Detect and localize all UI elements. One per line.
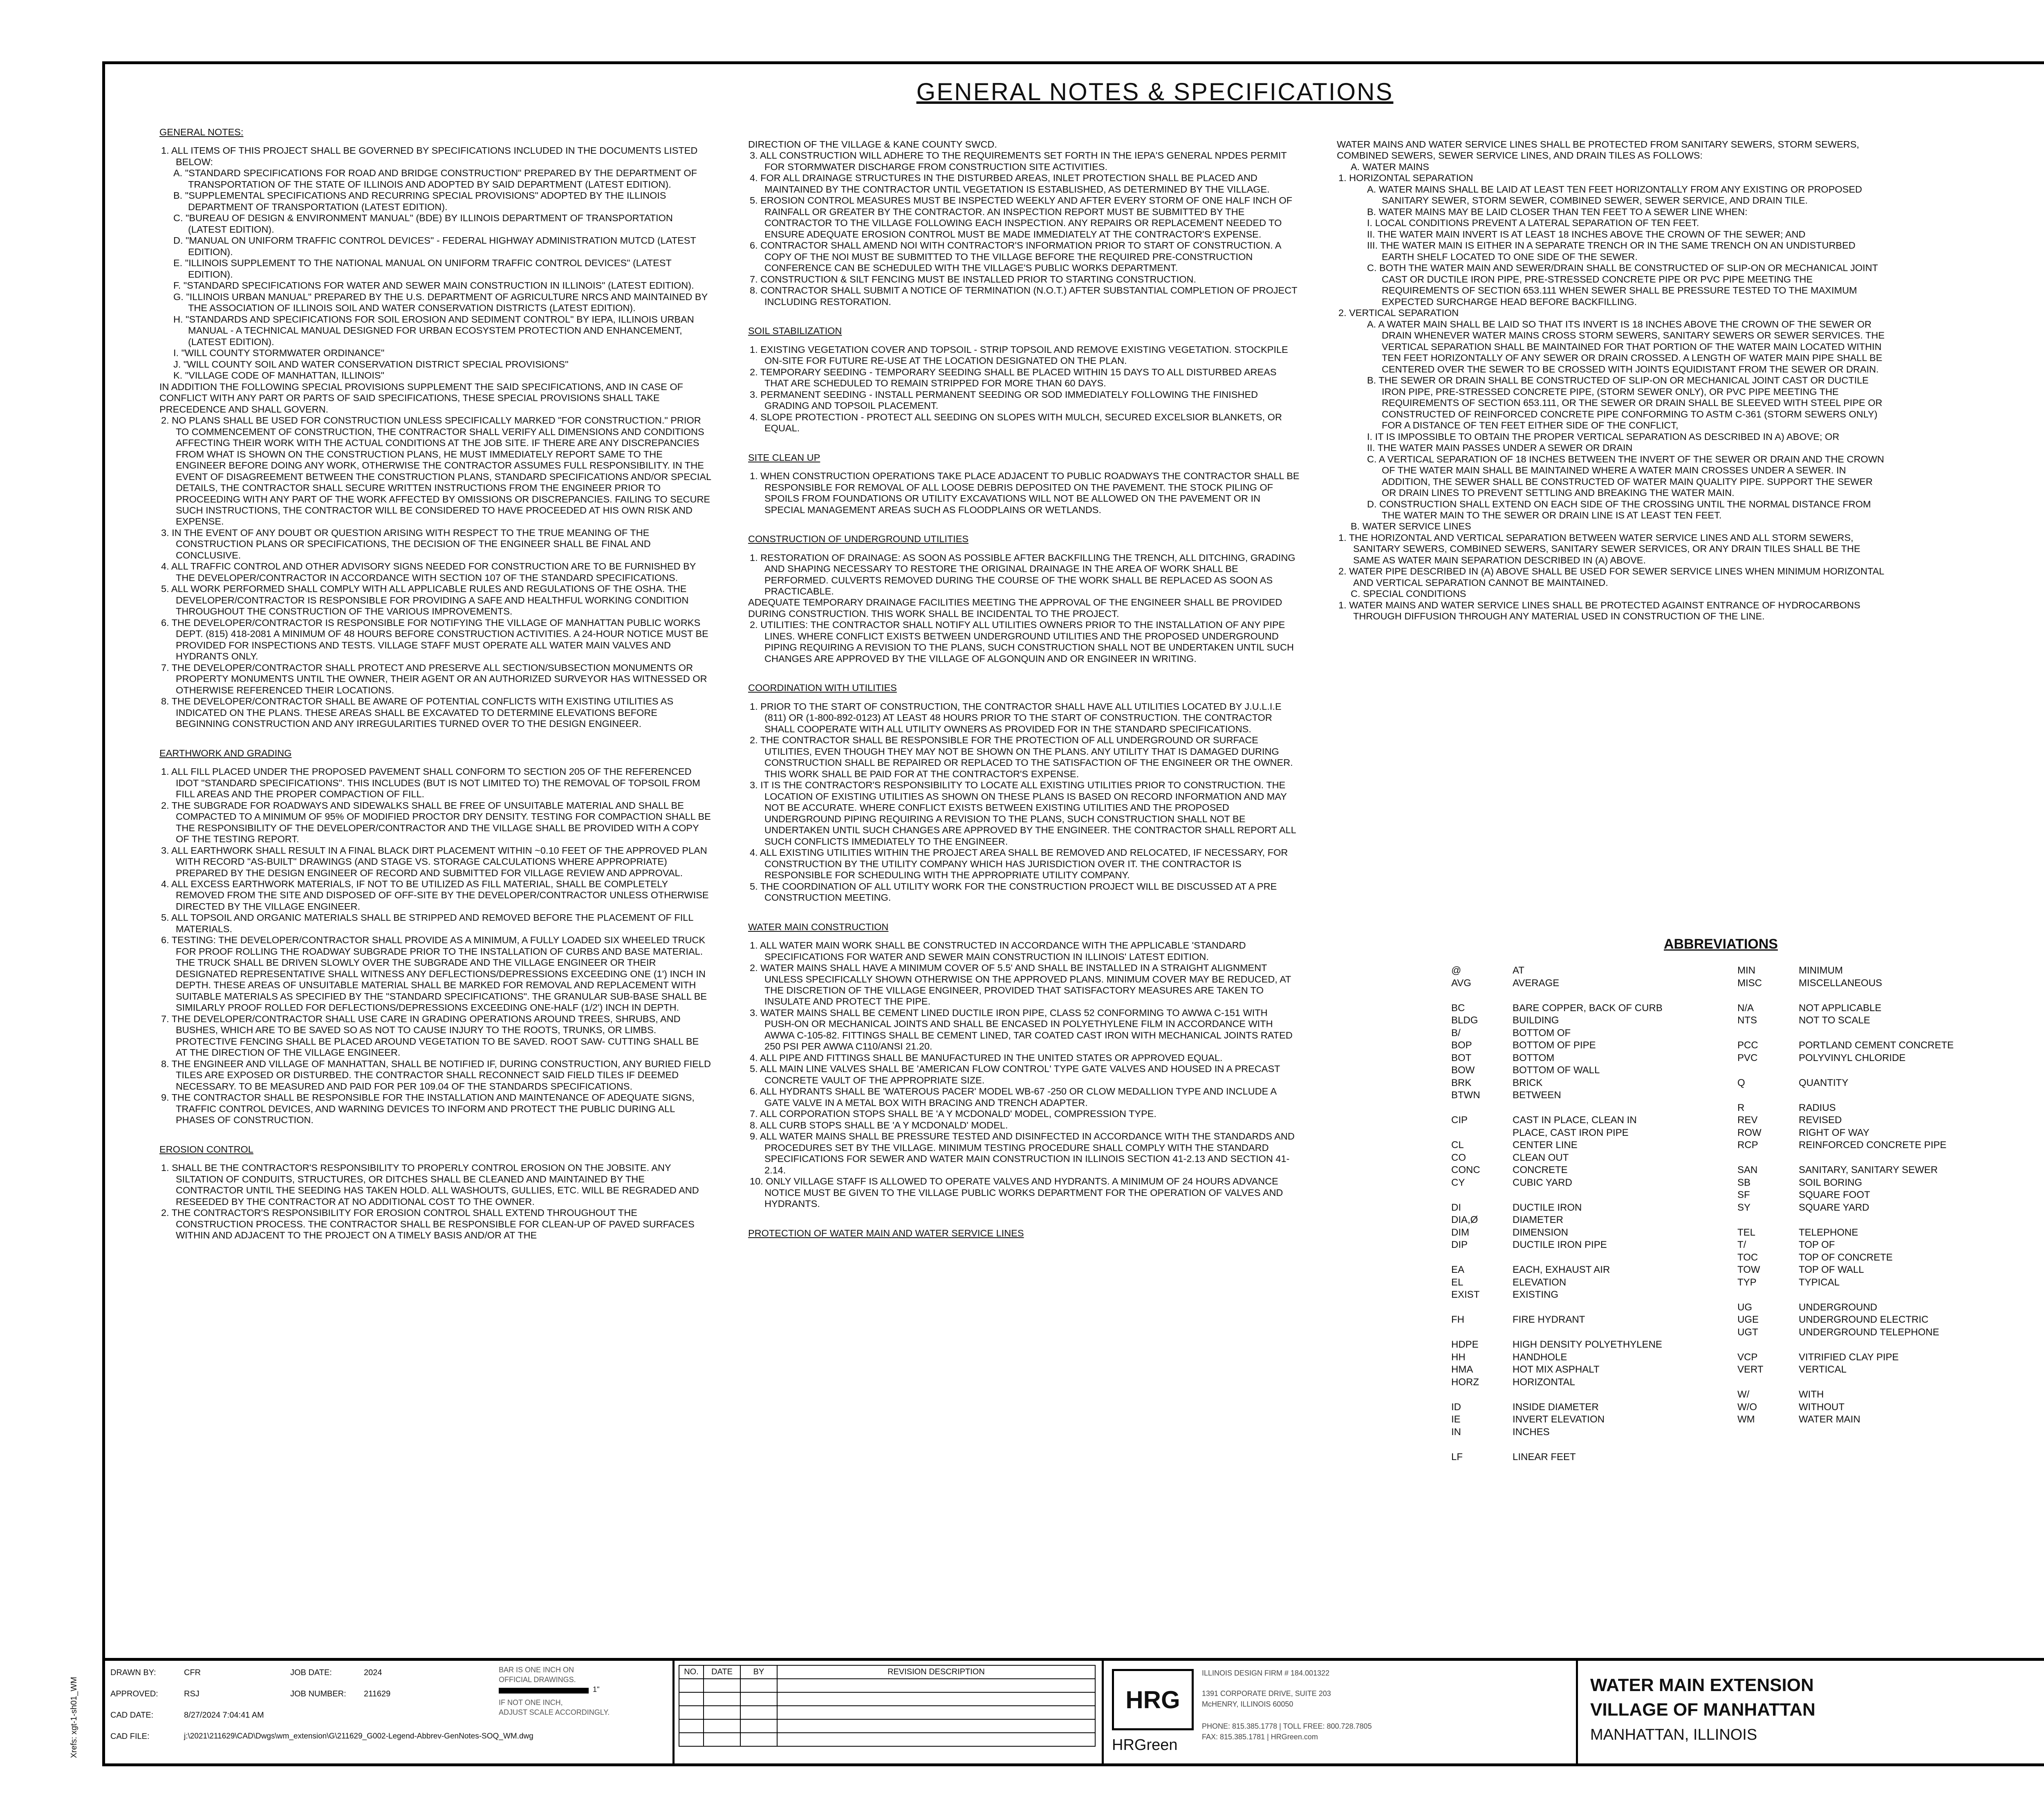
rev-date-header: DATE: [704, 1665, 740, 1679]
abbreviation-code: CIP: [1451, 1115, 1468, 1126]
abbreviation-code: PVC: [1737, 1052, 1758, 1063]
note-item: 8. CONTRACTOR SHALL SUBMIT A NOTICE OF TERMINATION (N.O.T.) AFTER SUBSTANTIAL COMPLETION OF PROJECT INCLUDING RESTORATION.: [750, 285, 1298, 307]
note-item: 1. WHEN CONSTRUCTION OPERATIONS TAKE PLACE ADJACENT TO PUBLIC ROADWAYS THE CONTRACTOR SHALL BE RESPONSIBLE FOR REMOVAL OF ALL LOOSE DEBRIS DEPOSITED ON THE PAVEMENT. THE STOCK PILING OF SPOILS FROM FOUNDATIONS OR UTILITY EXCAVATIONS WILL NOT BE ALLOWED ON THE PAVEMENT OR IN SPECIAL MANAGEMENT AREAS SUCH AS FLOODPLAINS OR WETLANDS.: [750, 471, 1300, 515]
note-item: 1. THE HORIZONTAL AND VERTICAL SEPARATION BETWEEN WATER SERVICE LINES AND ALL STORM SEWERS, SANITARY SEWERS, COMBINED SEWERS, SANITARY SEWER SERVICES, OR ANY DRAIN TILES SHALL BE THE SAME AS WATER MAIN SEPARATION DESCRIBED IN (A) ABOVE.: [1338, 532, 1860, 565]
abbreviation-meaning: DIMENSION: [1513, 1227, 1569, 1238]
sheet-main-title: GENERAL NOTES & SPECIFICATIONS: [916, 78, 1394, 105]
abbreviation-code: DIP: [1451, 1239, 1468, 1250]
abbreviation-code: MIN: [1737, 965, 1755, 976]
abbreviation-meaning: REINFORCED CONCRETE PIPE: [1799, 1140, 1947, 1151]
abbreviation-meaning: WATER MAIN: [1799, 1414, 1860, 1425]
abbreviation-meaning: BOTTOM OF PIPE: [1513, 1040, 1596, 1051]
abbreviation-meaning: BOTTOM OF: [1513, 1027, 1571, 1039]
abbreviation-code: ID: [1451, 1401, 1461, 1413]
notes-section-heading: GENERAL NOTES:: [159, 127, 244, 137]
note-item: 1. ALL ITEMS OF THIS PROJECT SHALL BE GOVERNED BY SPECIFICATIONS INCLUDED IN THE DOCUMENTS LISTED BELOW:: [161, 145, 698, 167]
abbreviation-meaning: TYPICAL: [1799, 1276, 1840, 1288]
abbreviation-code: NTS: [1737, 1015, 1757, 1026]
abbreviation-meaning: BOTTOM: [1513, 1052, 1555, 1063]
notes-section: [159, 1144, 711, 1241]
abbreviation-code: CONC: [1451, 1164, 1480, 1175]
note-item: B. WATER MAINS MAY BE LAID CLOSER THAN TEN FEET TO A SEWER LINE WHEN:: [1367, 206, 1748, 217]
scale-bar-note-1: BAR IS ONE INCH ON: [499, 1666, 574, 1674]
abbreviation-meaning: CLEAN OUT: [1513, 1152, 1569, 1163]
note-item: 9. ALL WATER MAINS SHALL BE PRESSURE TESTED AND DISINFECTED IN ACCORDANCE WITH THE STANDARDS AND PROCEDURES SET BY THE VILLAGE. MINIMUM TESTING PROCEDURE SHALL COMPLY WITH THE STANDARD SPECIFICATIONS FOR SEWER AND WATER MAIN CONSTRUCTION IN ILLINOIS SECTION 41-2.13 AND SECTION 41-2.14.: [750, 1131, 1295, 1175]
abbreviation-meaning: UNDERGROUND: [1799, 1301, 1877, 1313]
note-item: 2. NO PLANS SHALL BE USED FOR CONSTRUCTION UNLESS SPECIFICALLY MARKED "FOR CONSTRUCTION." PRIOR TO COMMENCEMENT OF CONSTRUCTION, THE CONTRACTOR SHALL VERIFY ALL DIMENSIONS AND CONDITIONS AFFECTING THEIR WORK WITH THE ACTUAL CONDITIONS AT THE JOB SITE. IF THERE ARE ANY DISCREPANCIES FROM WHAT IS SHOWN ON THE CONSTRUCTION PLANS, HE MUST IMMEDIATELY REPORT SAME TO THE ENGINEER BEFORE DOING ANY WORK, OTHERWISE THE CONTRACTOR ASSUMES FULL RESPONSIBILITY. IN THE EVENT OF DISAGREEMENT BETWEEN THE CONSTRUCTION PLANS, STANDARD SPECIFICATIONS AND/OR SPECIAL DETAILS, THE CONTRACTOR SHALL SECURE WRITTEN INSTRUCTIONS FROM THE ENGINEER PRIOR TO PROCEEDING WITH ANY PART OF THE WORK AFFECTED BY OMISSIONS OR DISCREPANCIES. FAILING TO SECURE SUCH INSTRUCTIONS, THE CONTRACTOR WILL BE CONSIDERED TO HAVE PROCEEDED AT HIS OWN RISK AND EXPENSE.: [161, 415, 711, 527]
notes-section: [159, 127, 711, 730]
drawn-by-label: DRAWN BY:: [110, 1668, 156, 1677]
abbreviation-meaning: FIRE HYDRANT: [1513, 1314, 1585, 1325]
note-item: C. SPECIAL CONDITIONS: [1351, 588, 1466, 599]
note-item: 3. ALL EARTHWORK SHALL RESULT IN A FINAL BLACK DIRT PLACEMENT WITHIN ~0.10 FEET OF THE APPROVED PLAN WITH RECORD "AS-BUILT" DRAWINGS (AND STAGE VS. STORAGE CALCULATIONS WHERE APPROPRIATE) PREPARED BY THE DESIGN ENGINEER OF RECORD AND SUBMITTED FOR VILLAGE REVIEW AND APPROVAL.: [161, 845, 707, 878]
abbreviation-code: REV: [1737, 1115, 1758, 1126]
revision-table: [679, 1665, 1096, 1747]
note-item: 2. UTILITIES: THE CONTRACTOR SHALL NOTIFY ALL UTILITIES OWNERS PRIOR TO THE INSTALLATION OF ANY PIPE LINES. WHERE CONFLICT EXISTS BETWEEN UNDERGROUND UTILITIES AND THE PROPOSED UNDERGROUND PIPING REQUIRING A REVISION TO THE PLANS, SUCH CONSTRUCTION SHALL NOT BE UNDERTAKEN UNTIL SUCH CHANGES ARE APPROVED BY THE VILLAGE OF ALGONQUIN AND OR ENGINEER IN WRITING.: [750, 619, 1294, 664]
abbreviation-meaning: PLACE, CAST IRON PIPE: [1513, 1127, 1629, 1138]
abbreviation-code: EA: [1451, 1264, 1465, 1275]
rev-by-header: BY: [740, 1665, 777, 1679]
abbreviation-meaning: TOP OF WALL: [1799, 1264, 1864, 1275]
approved-label: APPROVED:: [110, 1689, 158, 1698]
abbreviation-meaning: WITH: [1799, 1389, 1824, 1400]
abbreviation-code: W/O: [1737, 1401, 1757, 1413]
cad-file-label: CAD FILE:: [110, 1732, 150, 1741]
project-line-1: WATER MAIN EXTENSION: [1590, 1675, 1814, 1695]
notes-section-heading: SITE CLEAN UP: [748, 452, 820, 463]
abbreviation-code: BOT: [1451, 1052, 1472, 1063]
abbreviation-meaning: CONCRETE: [1513, 1164, 1568, 1175]
abbreviation-code: BLDG: [1451, 1015, 1478, 1026]
abbreviation-code: CY: [1451, 1177, 1465, 1188]
note-item: I. IT IS IMPOSSIBLE TO OBTAIN THE PROPER VERTICAL SEPARATION AS DESCRIBED IN A) ABOVE; OR: [1367, 431, 1840, 442]
abbreviation-meaning: HOT MIX ASPHALT: [1513, 1364, 1600, 1375]
scale-bar-inch: 1": [593, 1685, 600, 1694]
note-item: F. "STANDARD SPECIFICATIONS FOR WATER AND SEWER MAIN CONSTRUCTION IN ILLINOIS" (LATEST EDITION).: [173, 280, 694, 291]
note-item: 7. ALL CORPORATION STOPS SHALL BE 'A Y MCDONALD' MODEL, COMPRESSION TYPE.: [750, 1108, 1156, 1119]
abbreviation-code: BRK: [1451, 1077, 1472, 1088]
xref-note: Xrefs: xgt-1-sh01_WM: [69, 1677, 78, 1758]
abbreviation-meaning: BETWEEN: [1513, 1090, 1561, 1101]
abbreviation-meaning: SOIL BORING: [1799, 1177, 1862, 1188]
abbreviation-code: TYP: [1737, 1276, 1757, 1288]
abbreviation-code: BOW: [1451, 1065, 1475, 1076]
abbreviation-code: WM: [1737, 1414, 1755, 1425]
notes-column-1: [159, 127, 711, 1566]
note-item: 6. TESTING: THE DEVELOPER/CONTRACTOR SHALL PROVIDE AS A MINIMUM, A FULLY LOADED SIX WHEELED TRUCK FOR PROOF ROLLING THE ROADWAY SUBGRADE PRIOR TO THE INSTALLATION OF CURBS AND BASE MATERIAL. THE TRUCK SHALL BE DRIVEN SLOWLY OVER THE SUBGRADE AND THE VILLAGE ENGINEER OR THEIR DESIGNATED REPRESENTATIVE SHALL WITNESS ANY DEFLECTIONS/DEPRESSIONS EXCEEDING ONE (1') INCH IN DEPTH. THESE AREAS OF UNSUITABLE MATERIAL SHALL BE MARKED FOR REMOVAL AND REPLACEMENT WITH SUITABLE MATERIALS AS SPECIFIED BY THE "STANDARD SPECIFICATIONS". THE GRANULAR SUB-BASE SHALL BE SIMILARLY PROOF ROLLED FOR DEFLECTIONS/DEPRESSIONS EXCEEDING ONE-HALF (1/2') INCH IN DEPTH.: [161, 935, 707, 1013]
abbreviation-meaning: REVISED: [1799, 1115, 1842, 1126]
note-item: A. WATER MAINS: [1351, 161, 1429, 172]
abbreviation-meaning: DIAMETER: [1513, 1214, 1564, 1225]
note-item: 1. HORIZONTAL SEPARATION: [1338, 173, 1473, 184]
note-item: 3. IT IS THE CONTRACTOR'S RESPONSIBILITY TO LOCATE ALL EXISTING UTILITIES PRIOR TO CONSTRUCTION. THE LOCATION OF EXISTING UTILITIES AS SHOWN ON THESE PLANS IS BASED ON RECORD INFORMATION AND MAY NOT BE ACCURATE. WHERE CONFLICT EXISTS BETWEEN EXISTING UTILITIES AND THE PROPOSED UNDERGROUND PIPING REQUIRING A REVISION TO THE PLANS, SUCH CONSTRUCTION SHALL NOT BE UNDERTAKEN UNTIL SUCH CHANGES ARE APPROVED BY THE ENGINEER. THE CONTRACTOR SHALL REPORT ALL SUCH CONFLICTS IMMEDIATELY TO THE ENGINEER.: [750, 780, 1296, 847]
scale-bar-note-4: ADJUST SCALE ACCORDINGLY.: [499, 1708, 610, 1716]
abbreviation-meaning: BUILDING: [1513, 1015, 1559, 1026]
title-block: [102, 1658, 2044, 1766]
notes-section: [1337, 139, 1889, 622]
abbreviation-code: VERT: [1737, 1364, 1764, 1375]
note-item: ADEQUATE TEMPORARY DRAINAGE FACILITIES MEETING THE APPROVAL OF THE ENGINEER SHALL BE PROVIDED DURING CONSTRUCTION. THIS WORK SHALL BE INCIDENTAL TO THE PROJECT.: [748, 597, 1282, 619]
abbreviation-meaning: EXISTING: [1513, 1289, 1559, 1300]
abbreviation-meaning: UNDERGROUND TELEPHONE: [1799, 1326, 1939, 1338]
abbreviation-code: VCP: [1737, 1351, 1758, 1363]
note-item: 2. VERTICAL SEPARATION: [1338, 307, 1459, 319]
notes-section: [748, 139, 1300, 307]
abbreviation-code: N/A: [1737, 1002, 1754, 1014]
abbreviation-meaning: DUCTILE IRON PIPE: [1513, 1239, 1607, 1250]
abbreviation-code: T/: [1737, 1239, 1746, 1250]
abbreviation-code: HORZ: [1451, 1376, 1479, 1388]
scale-bar-note-3: IF NOT ONE INCH,: [499, 1698, 563, 1707]
abbreviation-meaning: NOT APPLICABLE: [1799, 1002, 1882, 1014]
abbreviation-meaning: RIGHT OF WAY: [1799, 1127, 1869, 1138]
notes-column-3: [1337, 139, 1889, 908]
note-item: D. CONSTRUCTION SHALL EXTEND ON EACH SIDE OF THE CROSSING UNTIL THE NORMAL DISTANCE FROM THE WATER MAIN TO THE SEWER OR DRAIN LINE IS AT LEAST TEN FEET.: [1367, 498, 1871, 520]
notes-section-heading: WATER MAIN CONSTRUCTION: [748, 921, 889, 932]
project-line-2: VILLAGE OF MANHATTAN: [1590, 1700, 1815, 1720]
abbreviation-code: CL: [1451, 1140, 1464, 1151]
note-item: 9. THE CONTRACTOR SHALL BE RESPONSIBLE FOR THE INSTALLATION AND MAINTENANCE OF ADEQUATE SIGNS, TRAFFIC CONTROL DEVICES, AND WARNING DEVICES TO INFORM AND PROTECT THE PUBLIC DURING ALL PHASES OF CONSTRUCTION.: [161, 1092, 695, 1126]
abbreviation-code: SY: [1737, 1202, 1751, 1213]
abbreviation-code: RCP: [1737, 1140, 1758, 1151]
job-number-label: JOB NUMBER:: [290, 1689, 346, 1698]
abbreviation-meaning: EACH, EXHAUST AIR: [1513, 1264, 1610, 1275]
abbreviation-code: UG: [1737, 1301, 1752, 1313]
note-item: C. "BUREAU OF DESIGN & ENVIRONMENT MANUAL" (BDE) BY ILLINOIS DEPARTMENT OF TRANSPORTATION (LATEST EDITION).: [173, 213, 673, 235]
notes-section-heading: PROTECTION OF WATER MAIN AND WATER SERVICE LINES: [748, 1227, 1024, 1238]
abbreviation-code: BTWN: [1451, 1090, 1480, 1101]
project-line-3: MANHATTAN, ILLINOIS: [1590, 1726, 1757, 1743]
note-item: 3. IN THE EVENT OF ANY DOUBT OR QUESTION ARISING WITH RESPECT TO THE TRUE MEANING OF THE CONSTRUCTION PLANS OR SPECIFICATIONS, THE DECISION OF THE ENGINEER SHALL BE FINAL AND CONCLUSIVE.: [161, 527, 651, 561]
notes-column-2: [748, 139, 1300, 1574]
note-item: 5. ALL TOPSOIL AND ORGANIC MATERIALS SHALL BE STRIPPED AND REMOVED BEFORE THE PLACEMENT OF FILL MATERIALS.: [161, 912, 693, 934]
abbreviation-meaning: LINEAR FEET: [1513, 1451, 1576, 1463]
note-item: DIRECTION OF THE VILLAGE & KANE COUNTY SWCD.: [748, 139, 997, 150]
firm-phone: PHONE: 815.385.1778 | TOLL FREE: 800.728.7805: [1202, 1722, 1372, 1730]
abbreviation-meaning: UNDERGROUND ELECTRIC: [1799, 1314, 1929, 1325]
abbreviation-code: HDPE: [1451, 1339, 1479, 1350]
note-item: 3. ALL CONSTRUCTION WILL ADHERE TO THE REQUIREMENTS SET FORTH IN THE IEPA'S GENERAL NPDES PERMIT FOR STORMWATER DISCHARGE FROM CONSTRUCTION SITE ACTIVITIES.: [750, 150, 1287, 172]
notes-section: [159, 748, 711, 1126]
abbreviation-code: CO: [1451, 1152, 1466, 1163]
note-item: I. LOCAL CONDITIONS PREVENT A LATERAL SEPARATION OF TEN FEET.: [1367, 218, 1699, 229]
note-item: 4. FOR ALL DRAINAGE STRUCTURES IN THE DISTURBED AREAS, INLET PROTECTION SHALL BE PLACED AND MAINTAINED BY THE CONTRACTOR UNTIL VEGETATION IS ESTABLISHED, AS DETERMINED BY THE VILLAGE.: [750, 173, 1270, 195]
firm-name: HRGreen: [1112, 1736, 1178, 1754]
revision-block: [675, 1661, 1104, 1766]
rev-desc-header: REVISION DESCRIPTION: [777, 1665, 1095, 1679]
note-item: A. WATER MAINS SHALL BE LAID AT LEAST TEN FEET HORIZONTALLY FROM ANY EXISTING OR PROPOSED SANITARY SEWER, STORM SEWER, COMBINED SEWER, SEWER SERVICE, AND DRAIN TILE.: [1367, 184, 1862, 206]
logo-letters: HRG: [1125, 1686, 1180, 1714]
note-item: B. THE SEWER OR DRAIN SHALL BE CONSTRUCTED OF SLIP-ON OR MECHANICAL JOINT CAST OR DUCTILE IRON PIPE, PRE-STRESSED CONCRETE PIPE, (STORM SEWER ONLY), OR PVC PIPE MEETING THE REQUIREMENTS OF SECTION 653.111, OR THE SEWER OR DRAIN SHALL BE SLEEVED WITH STEEL PIPE OR CONSTRUCTED OF REINFORCED CONCRETE PIPE CONFORMING TO ASTM C-361 (STORM SEWERS ONLY) FOR A DISTANCE OF TEN FEET EITHER SIDE OF THE CONFLICT,: [1367, 375, 1883, 431]
abbreviation-meaning: ELEVATION: [1513, 1276, 1567, 1288]
drawn-by-value: CFR: [184, 1668, 201, 1677]
abbreviation-code: UGE: [1737, 1314, 1759, 1325]
abbreviation-meaning: HORIZONTAL: [1513, 1376, 1575, 1388]
note-item: 2. THE SUBGRADE FOR ROADWAYS AND SIDEWALKS SHALL BE FREE OF UNSUITABLE MATERIAL AND SHALL BE COMPACTED TO A MINIMUM OF 95% OF MODIFIED PROCTOR DRY DENSITY. TESTING FOR COMPACTION SHALL BE THE RESPONSIBILITY OF THE DEVELOPER/CONTRACTOR AND THE VILLAGE SHALL BE PROVIDED WITH A COPY OF THE TESTING REPORT.: [161, 800, 711, 845]
abbreviations-heading: ABBREVIATIONS: [1664, 936, 1778, 952]
abbreviation-code: PCC: [1737, 1040, 1758, 1051]
notes-section-heading: EROSION CONTROL: [159, 1144, 253, 1155]
abbreviation-code: DIA,Ø: [1451, 1214, 1478, 1225]
note-item: 5. ALL WORK PERFORMED SHALL COMPLY WITH ALL APPLICABLE RULES AND REGULATIONS OF THE OSHA. THE DEVELOPER/CONTRACTOR IS RESPONSIBLE FOR PROVIDING A SAFE AND HEALTHFUL WORKING CONDITION THROUGHOUT THE CONSTRUCTION OF THE VARIOUS IMPROVEMENTS.: [161, 583, 689, 617]
note-item: 1. EXISTING VEGETATION COVER AND TOPSOIL - STRIP TOPSOIL AND REMOVE EXISTING VEGETATION. STOCKPILE ON-SITE FOR FUTURE RE-USE AT THE LOCATION DESIGNATED ON THE PLAN.: [750, 344, 1288, 366]
note-item: C. A VERTICAL SEPARATION OF 18 INCHES BETWEEN THE INVERT OF THE SEWER OR DRAIN AND THE CROWN OF THE WATER MAIN SHALL BE MAINTAINED WHERE A WATER MAIN CROSSES UNDER A SEWER. IN ADDITION, THE SEWER SHALL BE CONSTRUCTED OF WATER MAIN QUALITY PIPE. SUPPORT THE SEWER OR DRAIN LINES TO PREVENT SETTLING AND BREAKING THE WATER MAIN.: [1367, 453, 1884, 498]
abbreviation-code: TOW: [1737, 1264, 1760, 1275]
notes-section-heading: EARTHWORK AND GRADING: [159, 747, 292, 758]
abbreviation-meaning: INSIDE DIAMETER: [1513, 1401, 1599, 1413]
note-item: 4. ALL EXCESS EARTHWORK MATERIALS, IF NOT TO BE UTILIZED AS FILL MATERIAL, SHALL BE COMPLETELY REMOVED FROM THE SITE AND DISPOSED OF OFF-SITE BY THE DEVELOPER/CONTRACTOR UNLESS OTHERWISE DIRECTED BY THE VILLAGE ENGINEER.: [161, 879, 709, 912]
abbreviation-meaning: PORTLAND CEMENT CONCRETE: [1799, 1040, 1954, 1051]
abbreviation-meaning: AT: [1513, 965, 1524, 976]
abbreviation-meaning: WITHOUT: [1799, 1401, 1845, 1413]
abbreviation-meaning: MINIMUM: [1799, 965, 1843, 976]
abbreviation-meaning: RADIUS: [1799, 1102, 1836, 1113]
note-item: B. "SUPPLEMENTAL SPECIFICATIONS AND RECURRING SPECIAL PROVISIONS" ADOPTED BY THE ILLINOIS DEPARTMENT OF TRANSPORTATION (LATEST EDITION).: [173, 190, 666, 212]
note-item: 8. THE ENGINEER AND VILLAGE OF MANHATTAN, SHALL BE NOTIFIED IF, DURING CONSTRUCTION, ANY BURIED FIELD TILES ARE EXPOSED OR DISTURBED. THE CONTRACTOR SHALL RECONNECT SAID FIELD TILES IF DEEMED NECESSARY. TO BE MEASURED AND PAID FOR PER 109.04 OF THE STANDARDS SPECIFICATIONS.: [161, 1058, 711, 1092]
abbreviation-meaning: AVERAGE: [1513, 977, 1560, 989]
note-item: A. A WATER MAIN SHALL BE LAID SO THAT ITS INVERT IS 18 INCHES ABOVE THE CROWN OF THE SEWER OR DRAIN WHENEVER WATER MAINS CROSS STORM SEWERS, SANITARY SEWERS OR SEWER SERVICES. THE VERTICAL SEPARATION SHALL BE MAINTAINED FOR THAT PORTION OF THE WATER MAIN LOCATED WITHIN TEN FEET HORIZONTALLY OF ANY SEWER OR DRAIN CROSSED. A LENGTH OF WATER MAIN PIPE SHALL BE CENTERED OVER THE SEWER TO BE CROSSED WITH JOINTS EQUIDISTANT FROM THE SEWER OR DRAIN.: [1367, 319, 1885, 375]
firm-fax: FAX: 815.385.1781 | HRGreen.com: [1202, 1733, 1318, 1741]
job-number-value: 211629: [364, 1689, 391, 1698]
abbreviation-code: FH: [1451, 1314, 1464, 1325]
note-item: 2. THE CONTRACTOR'S RESPONSIBILITY FOR EROSION CONTROL SHALL EXTEND THROUGHOUT THE CONSTRUCTION PROCESS. THE CONTRACTOR SHALL BE RESPONSIBLE FOR CLEAN-UP OF PAVED SURFACES WITHIN AND ADJACENT TO THE PROJECT ON A TIMELY BASIS AND/OR AT THE: [161, 1207, 695, 1241]
abbreviation-code: R: [1737, 1102, 1745, 1113]
abbreviation-code: AVG: [1451, 977, 1471, 989]
note-item: II. THE WATER MAIN INVERT IS AT LEAST 18 INCHES ABOVE THE CROWN OF THE SEWER; AND: [1367, 229, 1806, 240]
notes-section: [748, 1228, 1300, 1246]
abbreviation-meaning: INCHES: [1513, 1426, 1550, 1438]
note-item: E. "ILLINOIS SUPPLEMENT TO THE NATIONAL MANUAL ON UNIFORM TRAFFIC CONTROL DEVICES" (LATEST EDITION).: [173, 258, 672, 280]
abbreviation-meaning: DUCTILE IRON: [1513, 1202, 1582, 1213]
abbreviation-meaning: SANITARY, SANITARY SEWER: [1799, 1164, 1938, 1175]
abbreviations-block: [1451, 936, 2044, 1541]
note-item: 1. RESTORATION OF DRAINAGE: AS SOON AS POSSIBLE AFTER BACKFILLING THE TRENCH, ALL DITCHING, GRADING AND SHAPING NECESSARY TO RESTORE THE ORIGINAL DRAINAGE IN THE AREA OF WORK SHALL BE PERFORMED. CULVERTS REMOVED DURING THE COURSE OF THE WORK SHALL BE REPLACED AS SOON AS PRACTICABLE.: [750, 552, 1295, 597]
notes-section-heading: COORDINATION WITH UTILITIES: [748, 682, 897, 693]
note-item: 5. THE COORDINATION OF ALL UTILITY WORK FOR THE CONSTRUCTION PROJECT WILL BE DISCUSSED AT A PRE CONSTRUCTION MEETING.: [750, 881, 1277, 903]
note-item: WATER MAINS AND WATER SERVICE LINES SHALL BE PROTECTED FROM SANITARY SEWERS, STORM SEWERS, COMBINED SEWERS, SEWER SERVICE LINES, AND DRAIN TILES AS FOLLOWS:: [1337, 139, 1859, 161]
abbreviation-code: SAN: [1737, 1164, 1758, 1175]
abbreviation-meaning: CUBIC YARD: [1513, 1177, 1572, 1188]
note-item: 2. THE CONTRACTOR SHALL BE RESPONSIBLE FOR THE PROTECTION OF ALL UNDERGROUND OR SURFACE UTILITIES, EVEN THOUGH THEY MAY NOT BE SHOWN ON THE PLANS. ANY UTILITY THAT IS DAMAGED DURING CONSTRUCTION SHALL BE REPAIRED OR REPLACED TO THE SATISFACTION OF THE ENGINEER OR THE OWNER. THIS WORK SHALL BE PAID FOR AT THE CONTRACTOR'S EXPENSE.: [750, 735, 1293, 779]
job-date-value: 2024: [364, 1668, 382, 1677]
note-item: 6. CONTRACTOR SHALL AMEND NOI WITH CONTRACTOR'S INFORMATION PRIOR TO START OF CONSTRUCTION. A COPY OF THE NOI MUST BE SUBMITTED TO THE VILLAGE BEFORE THE REQUIRED PRE-CONSTRUCTION CONFERENCE CAN BE SCHEDULED WITH THE VILLAGE'S PUBLIC WORKS DEPARTMENT.: [750, 240, 1281, 274]
scale-bar-note-2: OFFICIAL DRAWINGS.: [499, 1676, 576, 1684]
note-item: I. "WILL COUNTY STORMWATER ORDINANCE": [173, 348, 385, 359]
notes-section: [748, 922, 1300, 1210]
note-item: 2. TEMPORARY SEEDING - TEMPORARY SEEDING SHALL BE PLACED WITHIN 15 DAYS TO ALL DISTURBED AREAS THAT ARE SCHEDULED TO REMAIN STRIPPED FOR MORE THAN 60 DAYS.: [750, 366, 1277, 389]
title-block-drawing-info: [102, 1661, 675, 1766]
abbreviation-meaning: TOP OF: [1799, 1239, 1835, 1250]
abbreviation-code: MISC: [1737, 977, 1762, 989]
rev-no-header: NO.: [679, 1665, 704, 1679]
note-item: 8. THE DEVELOPER/CONTRACTOR SHALL BE AWARE OF POTENTIAL CONFLICTS WITH EXISTING UTILITIES AS INDICATED ON THE PLANS. THESE AREAS SHALL BE EXCAVATED TO DETERMINE ELEVATIONS BEFORE BEGINNING CONSTRUCTION AND ANY IRREGULARITIES TURNED OVER TO THE DESIGN ENGINEER.: [161, 696, 674, 729]
abbreviation-code: SF: [1737, 1189, 1750, 1200]
job-date-label: JOB DATE:: [290, 1668, 332, 1677]
note-item: 5. ALL MAIN LINE VALVES SHALL BE 'AMERICAN FLOW CONTROL' TYPE GATE VALVES AND HOUSED IN A PRECAST CONCRETE VAULT OF THE APPROPRIATE SIZE.: [750, 1063, 1280, 1086]
abbreviation-code: LF: [1451, 1451, 1463, 1463]
abbreviation-code: B/: [1451, 1027, 1461, 1039]
abbreviation-code: W/: [1737, 1389, 1750, 1400]
note-item: 2. WATER MAINS SHALL HAVE A MINIMUM COVER OF 5.5' AND SHALL BE INSTALLED IN A STRAIGHT ALIGNMENT UNLESS SPECIFICALLY SHOWN OTHERWISE ON THE APPROVED PLANS. MINIMUM COVER MAY BE REDUCED, AT THE DISCRETION OF THE VILLAGE ENGINEER, PROVIDED THAT SATISFACTORY MEASURES ARE TAKEN TO INSULATE AND PROTECT THE PIPE.: [750, 962, 1291, 1007]
abbreviation-meaning: TOP OF CONCRETE: [1799, 1252, 1893, 1263]
note-item: 6. THE DEVELOPER/CONTRACTOR IS RESPONSIBLE FOR NOTIFYING THE VILLAGE OF MANHATTAN PUBLIC WORKS DEPT. (815) 418-2081 A MINIMUM OF 48 HOURS BEFORE CONSTRUCTION ACTIVITIES. A 24-HOUR NOTICE MUST BE PROVIDED FOR INSPECTIONS AND TESTS. VILLAGE STAFF MUST OPERATE ALL WATER MAIN VALVES AND HYDRANTS ONLY.: [161, 617, 708, 662]
approved-value: RSJ: [184, 1689, 199, 1698]
notes-section: [748, 682, 1300, 903]
project-block: [1578, 1661, 2044, 1766]
abbreviation-meaning: BARE COPPER, BACK OF CURB: [1513, 1002, 1663, 1014]
abbreviation-meaning: POLYVINYL CHLORIDE: [1799, 1052, 1906, 1063]
notes-section: [748, 452, 1300, 516]
abbreviation-code: TOC: [1737, 1252, 1758, 1263]
abbreviation-code: Q: [1737, 1077, 1745, 1088]
abbreviation-meaning: MISCELLANEOUS: [1799, 977, 1883, 989]
abbreviation-meaning: HIGH DENSITY POLYETHYLENE: [1513, 1339, 1662, 1350]
note-item: 8. ALL CURB STOPS SHALL BE 'A Y MCDONALD' MODEL.: [750, 1119, 1008, 1131]
abbreviation-code: TEL: [1737, 1227, 1756, 1238]
abbreviation-meaning: SQUARE FOOT: [1799, 1189, 1870, 1200]
abbreviation-meaning: HANDHOLE: [1513, 1351, 1567, 1363]
note-item: G. "ILLINOIS URBAN MANUAL" PREPARED BY THE U.S. DEPARTMENT OF AGRICULTURE NRCS AND MAINTAINED BY THE ASSOCIATION OF ILLINOIS SOIL AND WATER CONSERVATION DISTRICTS (LATEST EDITION).: [173, 291, 708, 314]
abbreviation-code: IN: [1451, 1426, 1461, 1438]
firm-address-1: 1391 CORPORATE DRIVE, SUITE 203: [1202, 1689, 1331, 1698]
abbreviation-meaning: NOT TO SCALE: [1799, 1015, 1870, 1026]
abbreviation-meaning: QUANTITY: [1799, 1077, 1849, 1088]
note-item: 1. WATER MAINS AND WATER SERVICE LINES SHALL BE PROTECTED AGAINST ENTRANCE OF HYDROCARBONS THROUGH DIFFUSION THROUGH ANY MATERIAL USED IN CONSTRUCTION OF THE LINE.: [1338, 599, 1860, 622]
abbreviation-meaning: SQUARE YARD: [1799, 1202, 1869, 1213]
firm-block: [1104, 1661, 1578, 1766]
cad-date-value: 8/27/2024 7:04:41 AM: [184, 1711, 264, 1720]
note-item: 4. ALL EXISTING UTILITIES WITHIN THE PROJECT AREA SHALL BE REMOVED AND RELOCATED, IF NECESSARY, FOR CONSTRUCTION BY THE UTILITY COMPANY WHICH HAS JURISDICTION OVER IT. THE CONTRACTOR IS RESPONSIBLE FOR SCHEDULING WITH THE APPROPRIATE UTILITY COMPANY.: [750, 847, 1288, 881]
note-item: 1. ALL FILL PLACED UNDER THE PROPOSED PAVEMENT SHALL CONFORM TO SECTION 205 OF THE REFERENCED IDOT "STANDARD SPECIFICATIONS". THIS INCLUDES (BUT IS NOT LIMITED TO) THE REMOVAL OF TOPSOIL FROM FILL AREAS AND THE PROPER COMPACTION OF FILL.: [161, 766, 700, 800]
abbreviation-code: DIM: [1451, 1227, 1469, 1238]
cad-file-value: j:\2021\211629\CAD\Dwgs\wm_extension\G\211629_G002-Legend-Abbrev-GenNotes-SOQ_WM.dwg: [184, 1732, 533, 1741]
abbreviation-meaning: BOTTOM OF WALL: [1513, 1065, 1600, 1076]
note-item: 1. SHALL BE THE CONTRACTOR'S RESPONSIBILITY TO PROPERLY CONTROL EROSION ON THE JOBSITE. ANY SILTATION OF CONDUITS, STRUCTURES, OR DITCHES SHALL BE CLEANED AND MAINTAINED BY THE CONTRACTOR UNTIL THE SEEDING HAS TAKEN HOLD. ALL WASHOUTS, GULLIES, ETC. WILL BE REGRADED AND RESEEDED BY THE CONTRACTOR AT NO ADDITIONAL COST TO THE OWNER.: [161, 1162, 699, 1207]
note-item: H. "STANDARDS AND SPECIFICATIONS FOR SOIL EROSION AND SEDIMENT CONTROL" BY IEPA, ILLINOIS URBAN MANUAL - A TECHNICAL MANUAL DESIGNED FOR URBAN ECOSYSTEM PROTECTION AND ENHANCEMENT, (LATEST EDITION).: [173, 314, 694, 347]
note-item: 6. ALL HYDRANTS SHALL BE 'WATEROUS PACER' MODEL WB-67 -250 OR CLOW MEDALLION TYPE AND INCLUDE A GATE VALVE IN A METAL BOX WITH BRACING AND TRENCH ADAPTER.: [750, 1086, 1276, 1108]
note-item: C. BOTH THE WATER MAIN AND SEWER/DRAIN SHALL BE CONSTRUCTED OF SLIP-ON OR MECHANICAL JOINT CAST OR DUCTILE IRON PIPE, PRE-STRESSED CONCRETE PIPE OR PVC PIPE MEETING THE REQUIREMENTS OF SECTION 653.111 WHEN SEWER SHALL BE PRESSURE TESTED TO THE MAXIMUM EXPECTED SURCHARGE HEAD BEFORE BACKFILLING.: [1367, 262, 1878, 307]
abbreviation-meaning: TELEPHONE: [1799, 1227, 1858, 1238]
note-item: 7. THE DEVELOPER/CONTRACTOR SHALL USE CARE IN GRADING OPERATIONS AROUND TREES, SHRUBS, AND BUSHES, WHICH ARE TO BE SAVED SO AS NOT TO CAUSE INJURY TO THE ROOTS, TRUNKS, OR LIMBS. PROTECTIVE FENCING SHALL BE PLACED AROUND VEGETATION TO BE SAVED. ROOT SAW- CUTTING SHALL BE AT THE DIRECTION OF THE VILLAGE ENGINEER.: [161, 1013, 699, 1058]
note-item: K. "VILLAGE CODE OF MANHATTAN, ILLINOIS": [173, 370, 384, 381]
notes-section: [748, 325, 1300, 434]
abbreviation-code: IE: [1451, 1414, 1461, 1425]
note-item: B. WATER SERVICE LINES: [1351, 521, 1471, 532]
abbreviation-code: BC: [1451, 1002, 1465, 1014]
note-item: 3. WATER MAINS SHALL BE CEMENT LINED DUCTILE IRON PIPE, CLASS 52 CONFORMING TO AWWA C-151 WITH PUSH-ON OR MECHANICAL JOINTS AND SHALL BE ENCASED IN POLYETHYLENE FILM IN ACCORDANCE WITH AWWA C-105-82. FITTINGS SHALL BE CEMENT LINED, TAR COATED CAST IRON WITH MECHANICAL JOINTS RATED 250 PSI PER AWWA C110/ANSI 21.20.: [750, 1007, 1293, 1052]
note-item: III. THE WATER MAIN IS EITHER IN A SEPARATE TRENCH OR IN THE SAME TRENCH ON AN UNDISTURBED EARTH SHELF LOCATED TO ONE SIDE OF THE SEWER.: [1367, 240, 1856, 262]
note-item: 10. ONLY VILLAGE STAFF IS ALLOWED TO OPERATE VALVES AND HYDRANTS. A MINIMUM OF 24 HOURS ADVANCE NOTICE MUST BE GIVEN TO THE VILLAGE PUBLIC WORKS DEPARTMENT FOR THE OPERATION OF VALVES AND HYDRANTS.: [750, 1176, 1283, 1209]
cad-date-label: CAD DATE:: [110, 1711, 154, 1720]
abbreviation-meaning: INVERT ELEVATION: [1513, 1414, 1605, 1425]
abbreviation-meaning: CAST IN PLACE, CLEAN IN: [1513, 1115, 1637, 1126]
abbreviation-code: ROW: [1737, 1127, 1762, 1138]
note-item: II. THE WATER MAIN PASSES UNDER A SEWER OR DRAIN: [1367, 442, 1633, 453]
note-item: 4. ALL TRAFFIC CONTROL AND OTHER ADVISORY SIGNS NEEDED FOR CONSTRUCTION ARE TO BE FURNISHED BY THE DEVELOPER/CONTRACTOR IN ACCORDANCE WITH SECTION 107 OF THE STANDARD SPECIFICATIONS.: [161, 561, 696, 583]
note-item: 4. ALL PIPE AND FITTINGS SHALL BE MANUFACTURED IN THE UNITED STATES OR APPROVED EQUAL.: [750, 1052, 1223, 1063]
abbreviation-code: UGT: [1737, 1326, 1758, 1338]
abbreviation-code: @: [1451, 965, 1461, 976]
note-item: 3. PERMANENT SEEDING - INSTALL PERMANENT SEEDING OR SOD IMMEDIATELY FOLLOWING THE FINISHED GRADING AND TOPSOIL PLACEMENT.: [750, 389, 1258, 411]
abbreviation-code: HMA: [1451, 1364, 1473, 1375]
firm-registration: ILLINOIS DESIGN FIRM # 184.001322: [1202, 1669, 1330, 1677]
abbreviation-code: SB: [1737, 1177, 1751, 1188]
note-item: 7. CONSTRUCTION & SILT FENCING MUST BE INSTALLED PRIOR TO STARTING CONSTRUCTION.: [750, 274, 1197, 285]
scale-bar: [499, 1688, 589, 1694]
notes-section-heading: CONSTRUCTION OF UNDERGROUND UTILITIES: [748, 534, 969, 545]
abbreviation-code: EL: [1451, 1276, 1464, 1288]
note-item: 2. WATER PIPE DESCRIBED IN (A) ABOVE SHALL BE USED FOR SEWER SERVICE LINES WHEN MINIMUM HORIZONTAL AND VERTICAL SEPARATION CANNOT BE MAINTAINED.: [1338, 566, 1884, 588]
abbreviation-code: BOP: [1451, 1040, 1472, 1051]
note-item: 1. ALL WATER MAIN WORK SHALL BE CONSTRUCTED IN ACCORDANCE WITH THE APPLICABLE 'STANDARD SPECIFICATIONS FOR WATER AND SEWER MAIN CONSTRUCTION IN ILLINOIS' LATEST EDITION.: [750, 940, 1246, 962]
abbreviation-code: EXIST: [1451, 1289, 1480, 1300]
abbreviation-meaning: CENTER LINE: [1513, 1140, 1578, 1151]
note-item: 4. SLOPE PROTECTION - PROTECT ALL SEEDING ON SLOPES WITH MULCH, SECURED EXCELSIOR BLANKETS, OR EQUAL.: [750, 411, 1282, 434]
abbreviation-meaning: VERTICAL: [1799, 1364, 1847, 1375]
firm-address-2: McHENRY, ILLINOIS 60050: [1202, 1700, 1293, 1708]
notes-section-heading: SOIL STABILIZATION: [748, 325, 842, 336]
note-item: 7. THE DEVELOPER/CONTRACTOR SHALL PROTECT AND PRESERVE ALL SECTION/SUBSECTION MONUMENTS OR PROPERTY MONUMENTS UNTIL THE OWNER, THEIR AGENT OR AN AUTHORIZED SURVEYOR HAS WITNESSED OR OTHERWISE REFERENCED THEIR LOCATIONS.: [161, 662, 707, 695]
notes-section: [748, 534, 1300, 664]
note-item: D. "MANUAL ON UNIFORM TRAFFIC CONTROL DEVICES" - FEDERAL HIGHWAY ADMINISTRATION MUTCD (LATEST EDITION).: [173, 235, 696, 257]
abbreviation-code: HH: [1451, 1351, 1466, 1363]
note-item: 5. EROSION CONTROL MEASURES MUST BE INSPECTED WEEKLY AND AFTER EVERY STORM OF ONE HALF INCH OF RAINFALL OR GREATER BY THE CONTRACTOR. AN INSPECTION REPORT MUST BE SUBMITTED BY THE CONTRACTOR TO THE VILLAGE FOLLOWING EACH INSPECTION. ANY REPAIRS OR REPLACEMENT NEEDED TO ENSURE ADEQUATE EROSION CONTROL MUST BE MADE IMMEDIATELY AT THE CONTRACTOR'S EXPENSE.: [750, 195, 1293, 240]
abbreviation-meaning: BRICK: [1513, 1077, 1543, 1088]
note-item: IN ADDITION THE FOLLOWING SPECIAL PROVISIONS SUPPLEMENT THE SAID SPECIFICATIONS, AND IN CASE OF CONFLICT WITH ANY PART OR PARTS OF SAID SPECIFICATIONS, THESE SPECIAL PROVISIONS SHALL TAKE PRECEDENCE AND SHALL GOVERN.: [159, 381, 684, 415]
note-item: J. "WILL COUNTY SOIL AND WATER CONSERVATION DISTRICT SPECIAL PROVISIONS": [173, 359, 569, 370]
abbreviation-meaning: VITRIFIED CLAY PIPE: [1799, 1351, 1899, 1363]
abbreviation-code: DI: [1451, 1202, 1461, 1213]
note-item: A. "STANDARD SPECIFICATIONS FOR ROAD AND BRIDGE CONSTRUCTION" PREPARED BY THE DEPARTMENT OF TRANSPORTATION OF THE STATE OF ILLINOIS AND ADOPTED BY SAID DEPARTMENT (LATEST EDITION).: [173, 168, 697, 190]
hrgreen-logo-icon: [1112, 1669, 1194, 1730]
note-item: 1. PRIOR TO THE START OF CONSTRUCTION, THE CONTRACTOR SHALL HAVE ALL UTILITIES LOCATED BY J.U.L.I.E (811) OR (1-800-892-0123) AT LEAST 48 HOURS PRIOR TO THE START OF CONSTRUCTION. THE CONTRACTOR SHALL COOPERATE WITH ALL UTILITY OWNERS AS PROVIDED FOR IN THE STANDARD SPECIFICATIONS.: [750, 701, 1282, 734]
